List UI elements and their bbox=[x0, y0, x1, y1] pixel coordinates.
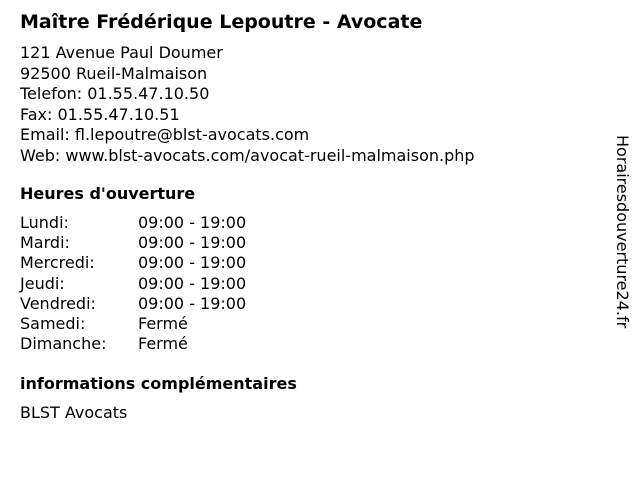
day-label: Samedi: bbox=[20, 313, 86, 333]
site-watermark bbox=[612, 135, 632, 345]
day-hours: Fermé bbox=[138, 313, 188, 333]
hours-row-saturday bbox=[20, 314, 246, 334]
hours-row-tuesday bbox=[20, 233, 246, 253]
day-label: Lundi: bbox=[20, 213, 69, 232]
day-hours: 09:00 - 19:00 bbox=[138, 273, 247, 293]
page-title: Maître Frédérique Lepoutre - Avocate bbox=[20, 11, 423, 33]
address-block bbox=[20, 43, 475, 166]
hours-row-thursday bbox=[20, 274, 246, 294]
day-hours: Fermé bbox=[138, 334, 188, 354]
email-address: Email: fl.lepoutre@blst-avocats.com bbox=[20, 125, 310, 144]
additional-info-heading: informations complémentaires bbox=[20, 374, 297, 393]
phone-number: Telefon: 01.55.47.10.50 bbox=[20, 84, 210, 103]
hours-row-friday bbox=[20, 294, 246, 314]
day-label: Vendredi: bbox=[20, 293, 96, 313]
hours-row-wednesday bbox=[20, 253, 246, 273]
opening-hours-list bbox=[20, 213, 246, 354]
day-label: Dimanche: bbox=[20, 334, 107, 354]
day-label: Mardi: bbox=[20, 233, 70, 253]
day-label: Mercredi: bbox=[20, 253, 95, 273]
day-hours: 09:00 - 19:00 bbox=[138, 213, 247, 232]
opening-hours-heading: Heures d'ouverture bbox=[20, 184, 196, 203]
additional-info-text: BLST Avocats bbox=[20, 403, 128, 422]
website-url: Web: www.blst-avocats.com/avocat-rueil-malmaison.php bbox=[20, 145, 475, 165]
watermark-text: Horairesdouverture24.fr bbox=[613, 135, 632, 329]
hours-row-monday bbox=[20, 213, 246, 233]
day-hours: 09:00 - 19:00 bbox=[138, 293, 247, 313]
address-city: 92500 Rueil-Malmaison bbox=[20, 63, 208, 83]
day-hours: 09:00 - 19:00 bbox=[138, 253, 247, 273]
fax-number: Fax: 01.55.47.10.51 bbox=[20, 104, 180, 124]
day-label: Jeudi: bbox=[20, 273, 65, 293]
hours-row-sunday bbox=[20, 334, 246, 354]
day-hours: 09:00 - 19:00 bbox=[138, 233, 247, 253]
address-street: 121 Avenue Paul Doumer bbox=[20, 43, 223, 62]
